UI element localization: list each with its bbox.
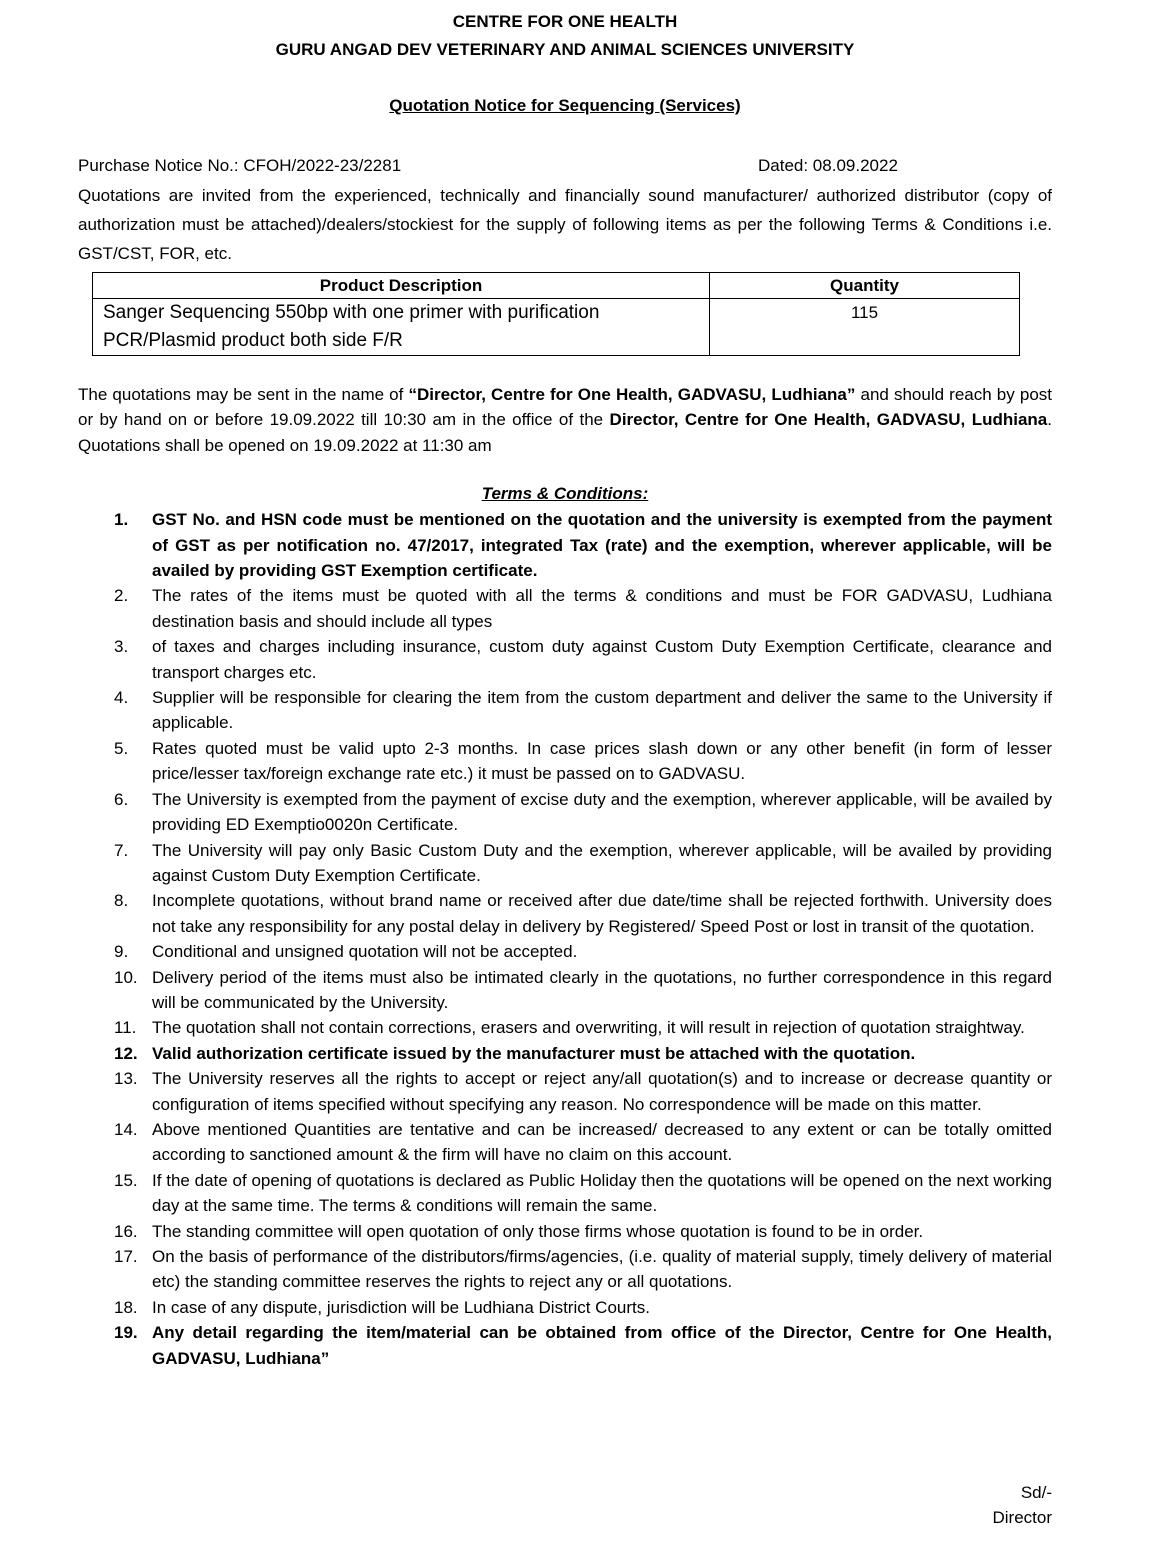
notice-subject: Quotation Notice for Sequencing (Services) — [389, 96, 741, 115]
submission-paragraph — [78, 382, 1052, 458]
list-item — [78, 1219, 1052, 1244]
header-product-description: Product Description — [93, 273, 710, 299]
signature-block — [992, 1480, 1052, 1530]
term-number: 5. — [114, 738, 129, 758]
header-quantity: Quantity — [710, 273, 1020, 299]
header-centre-name: CENTRE FOR ONE HEALTH — [452, 12, 678, 31]
list-item — [78, 1295, 1052, 1320]
term-number: 11. — [114, 1018, 137, 1038]
term-text: The University is exempted from the payment of excise duty and the exemption, wherever applicable, will be availed by providing ED Exemptio0020n Certificate. — [152, 789, 1052, 835]
term-text: In case of any dispute, jurisdiction will be Ludhiana District Courts. — [152, 1297, 650, 1317]
list-item — [78, 939, 1052, 964]
term-number: 6. — [114, 789, 129, 809]
term-text: The University will pay only Basic Custom Duty and the exemption, wherever applicable, will be availed by providing against Custom Duty Exemption Certificate. — [152, 840, 1052, 885]
list-item — [78, 1168, 1052, 1219]
term-number: 4. — [114, 688, 129, 708]
term-number: 10. — [114, 967, 138, 987]
submission-text-1: The quotations may be sent in the name of — [78, 385, 409, 404]
list-item — [78, 685, 1052, 736]
intro-paragraph: Quotations are invited from the experienced, technically and financially sound manufacturer/ authorized distributor (copy of authorization must be attached)/dealers/stockiest for the supply of following items as per the following Terms & Conditions i.e. GST/CST, FOR, etc. — [78, 186, 1052, 263]
items-table — [92, 272, 1020, 356]
term-number: 9. — [114, 942, 129, 962]
quantity-cell: 115 — [710, 299, 1020, 356]
notice-meta-row — [78, 152, 1052, 180]
term-text: If the date of opening of quotations is declared as Public Holiday then the quotations will be opened on the next working day at the same time. The terms & conditions will remain the same. — [152, 1170, 1052, 1216]
term-number: 17. — [114, 1247, 138, 1266]
term-text: Valid authorization certificate issued by the manufacturer must be attached with the quotation. — [152, 1043, 916, 1063]
term-number: 13. — [114, 1069, 138, 1089]
list-item — [78, 1117, 1052, 1168]
term-text: Supplier will be responsible for clearing the item from the custom department and deliver the same to the University if applicable. — [152, 688, 1052, 733]
term-text: of taxes and charges including insurance, custom duty against Custom Duty Exemption Certificate, clearance and transport charges etc. — [152, 637, 1052, 682]
term-number: 16. — [114, 1221, 138, 1241]
list-item — [78, 787, 1052, 838]
submission-addressee: “Director, Centre for One Health, GADVASU, Ludhiana” — [408, 385, 856, 404]
table-header-row — [93, 273, 1020, 299]
term-number: 19. — [114, 1323, 138, 1343]
submission-office: Director, Centre for One Health, GADVASU, Ludhiana — [609, 410, 1048, 430]
list-item — [78, 1066, 1052, 1117]
header-university-name: GURU ANGAD DEV VETERINARY AND ANIMAL SCIENCES UNIVERSITY — [275, 40, 855, 59]
term-text: The University reserves all the rights to accept or reject any/all quotation(s) and to increase or decrease quantity or configuration of items specified without specifying any reason. No correspondence will be made on this matter. — [152, 1069, 1052, 1114]
term-text: Any detail regarding the item/material can be obtained from office of the Director, Centre for One Health, GADVASU, Ludhiana” — [152, 1323, 1052, 1368]
list-item — [78, 1041, 1052, 1066]
term-number: 1. — [114, 510, 129, 530]
term-number: 18. — [114, 1297, 138, 1317]
term-text: The standing committee will open quotation of only those firms whose quotation is found to be in order. — [152, 1221, 924, 1241]
term-text: Delivery period of the items must also be intimated clearly in the quotations, no further correspondence in this regard will be communicated by the University. — [152, 967, 1052, 1012]
list-item — [78, 507, 1052, 583]
term-number: 3. — [114, 637, 129, 657]
signature-title: Director — [992, 1508, 1052, 1527]
terms-list — [78, 507, 1052, 1371]
list-item — [78, 583, 1052, 634]
term-number: 8. — [114, 891, 129, 911]
list-item — [78, 838, 1052, 889]
list-item — [78, 736, 1052, 787]
term-text: The rates of the items must be quoted with all the terms & conditions and must be FOR GADVASU, Ludhiana destination basis and should include all types — [152, 586, 1052, 631]
term-number: 12. — [114, 1043, 138, 1063]
terms-title: Terms & Conditions: — [481, 484, 649, 504]
term-text: Incomplete quotations, without brand name or received after due date/time shall be rejected forthwith. University does not take any responsibility for any postal delay in delivery by Registered/ Speed Post or lost in transit of the quotation. — [152, 891, 1052, 936]
submission-text-3: . Quotations shall be opened on 19.09.2022 at 11:30 am — [78, 410, 1052, 455]
list-item — [78, 1244, 1052, 1295]
purchase-notice-number: Purchase Notice No.: CFOH/2022-23/2281 — [78, 156, 402, 175]
term-text: Rates quoted must be valid upto 2-3 months. In case prices slash down or any other benefit (in form of lesser price/lesser tax/foreign exchange rate etc.) it must be passed on to GADVASU. — [152, 738, 1052, 784]
term-number: 15. — [114, 1170, 138, 1190]
list-item — [78, 888, 1052, 939]
term-text: Conditional and unsigned quotation will not be accepted. — [152, 942, 578, 962]
term-number: 2. — [114, 586, 129, 606]
notice-date: Dated: 08.09.2022 — [758, 156, 898, 175]
list-item — [78, 634, 1052, 685]
list-item — [78, 965, 1052, 1016]
product-description-cell: Sanger Sequencing 550bp with one primer with purification PCR/Plasmid product both side F/R — [93, 299, 710, 356]
list-item — [78, 1015, 1052, 1040]
signature-sd: Sd/- — [1020, 1483, 1052, 1502]
submission-text-2: and should reach by post or by hand on or before 19.09.2022 till 10:30 am in the office of the — [78, 385, 1052, 430]
table-row — [93, 299, 1020, 356]
term-text: Above mentioned Quantities are tentative and can be increased/ decreased to any extent or can be totally omitted according to sanctioned amount & the firm will have no claim on this account. — [152, 1119, 1052, 1165]
term-text: On the basis of performance of the distributors/firms/agencies, (i.e. quality of material supply, timely delivery of material etc) the standing committee reserves the rights to reject any or all quotations. — [152, 1247, 1052, 1292]
list-item — [78, 1320, 1052, 1371]
term-text: The quotation shall not contain corrections, erasers and overwriting, it will result in rejection of quotation straightway. — [152, 1018, 1025, 1038]
term-number: 14. — [114, 1119, 138, 1139]
term-text: GST No. and HSN code must be mentioned on the quotation and the university is exempted from the payment of GST as per notification no. 47/2017, integrated Tax (rate) and the exemption, wherever applicable, will be availed by providing GST Exemption certificate. — [152, 510, 1052, 581]
term-number: 7. — [114, 840, 129, 860]
